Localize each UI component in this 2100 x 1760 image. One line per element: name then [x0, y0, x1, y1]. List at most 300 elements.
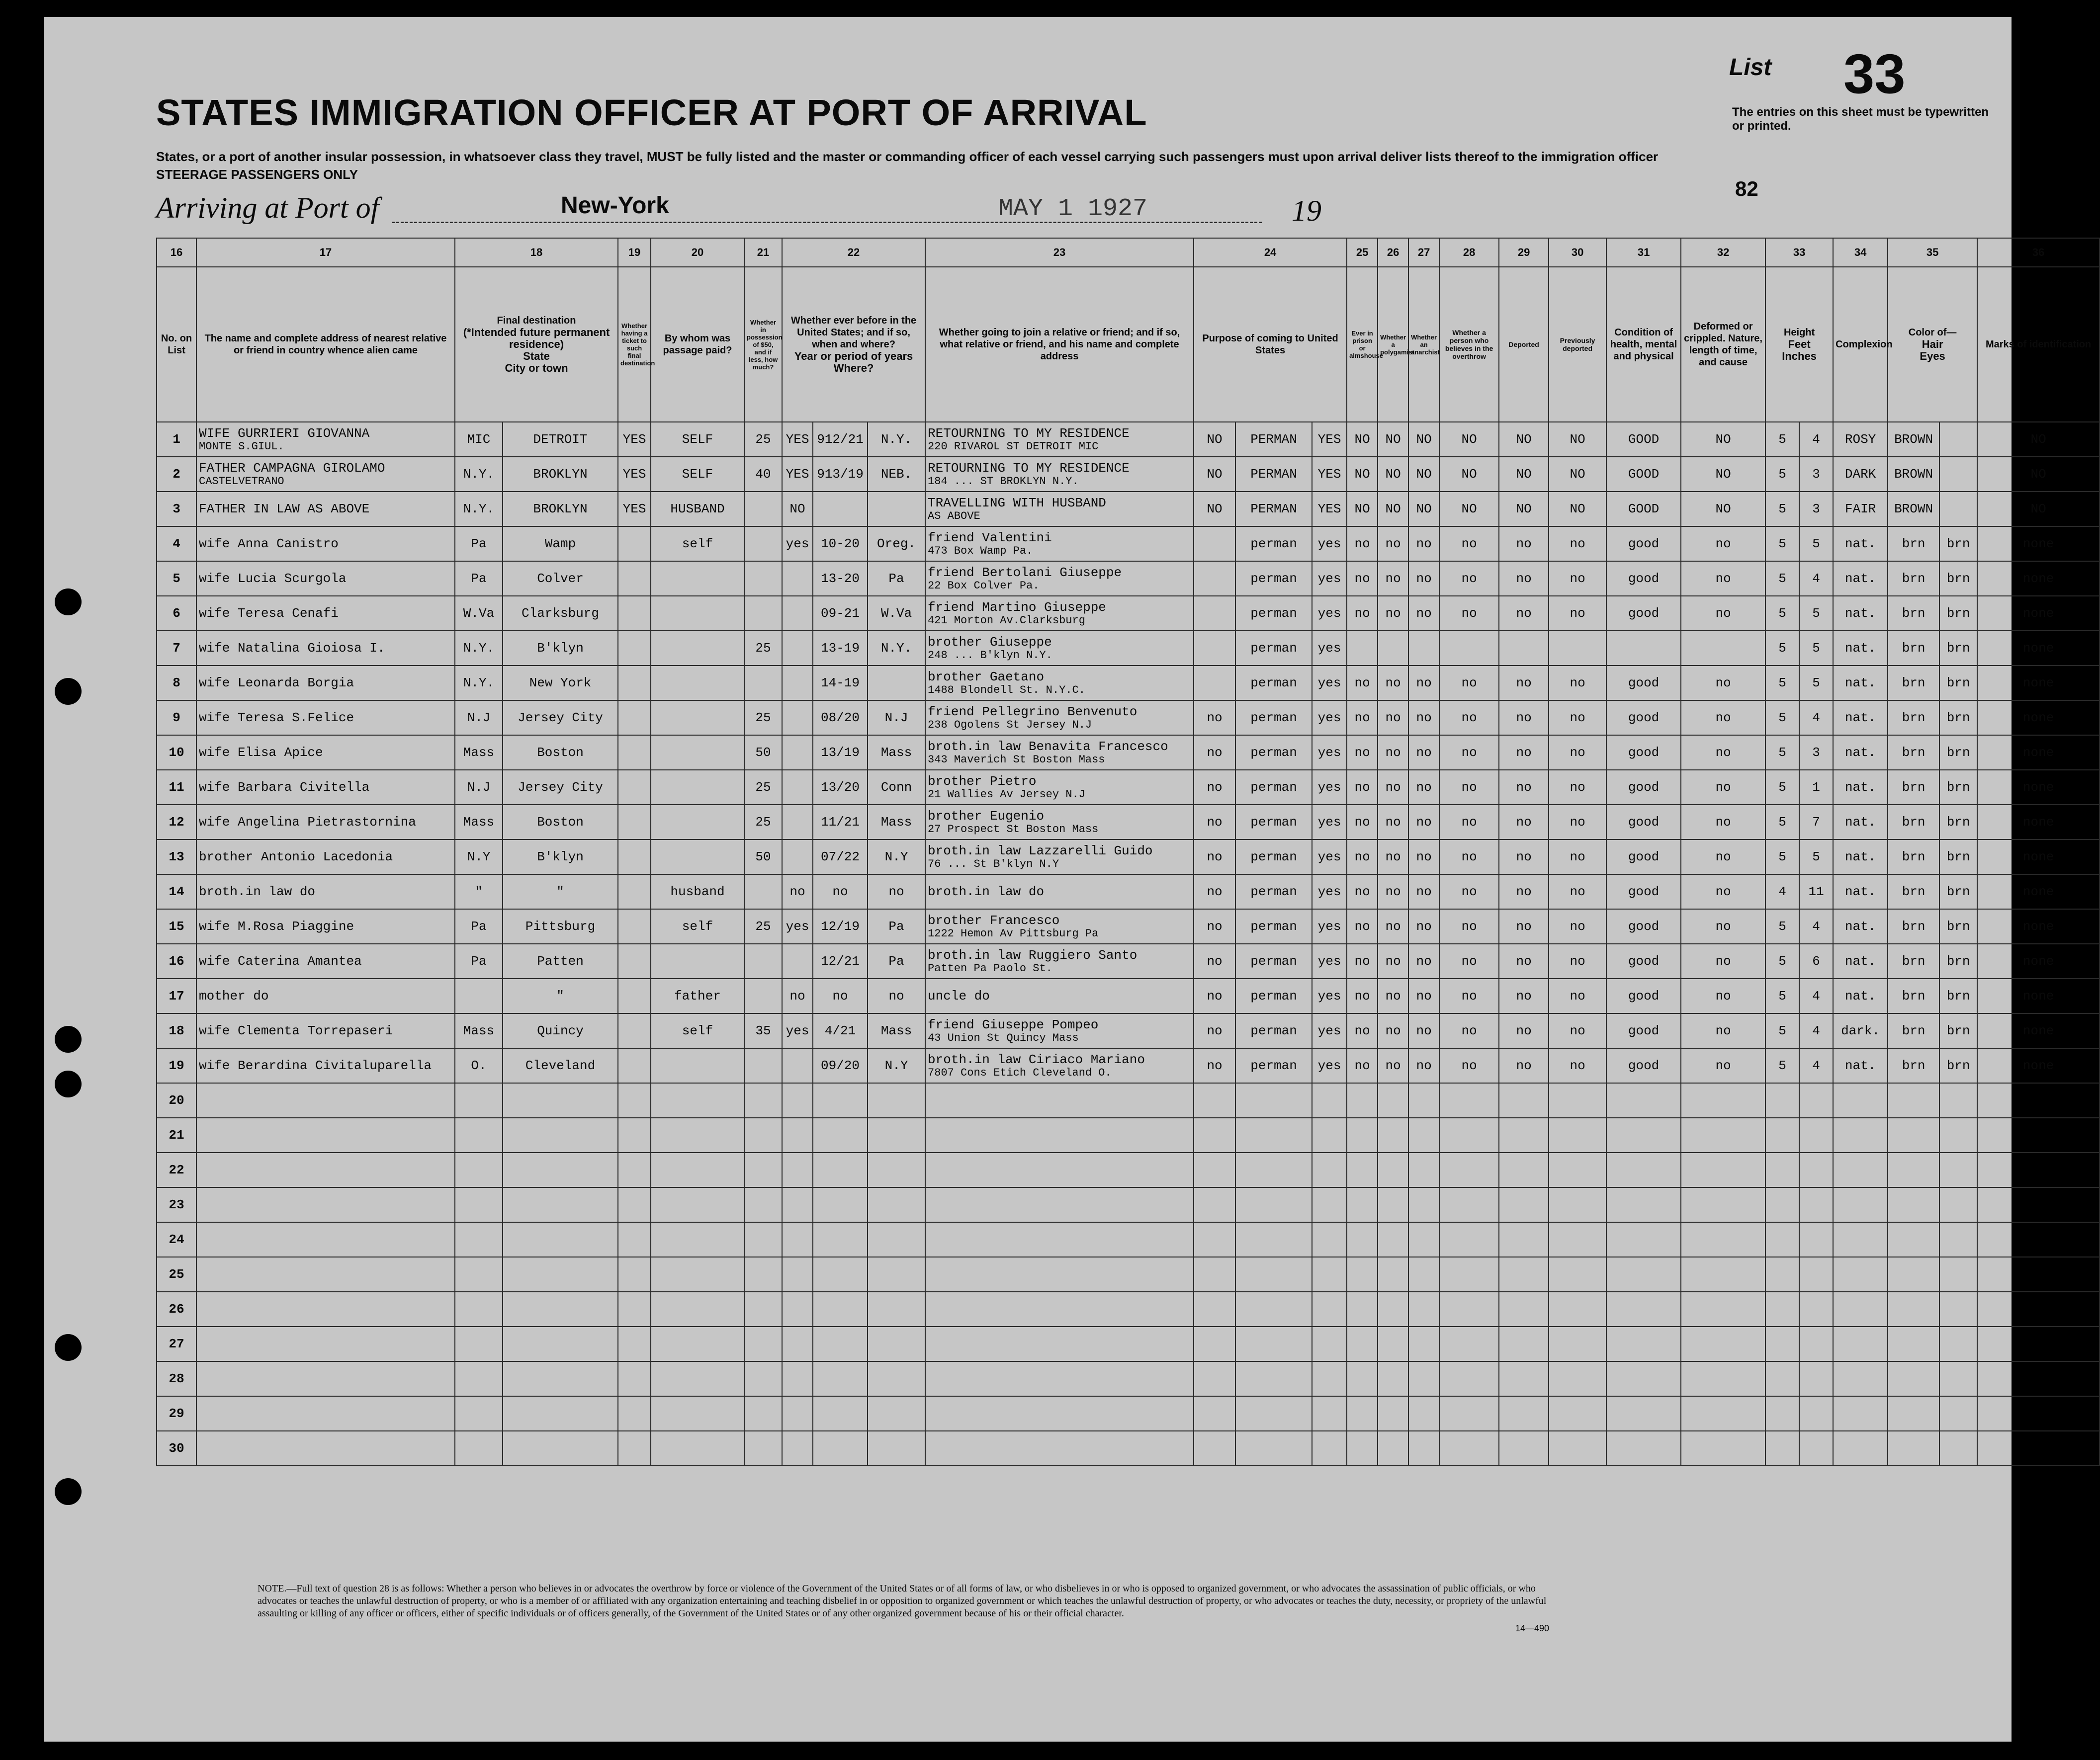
empty-cell — [782, 1222, 813, 1257]
cell-health: good — [1606, 526, 1681, 561]
cell-inches: 4 — [1799, 909, 1833, 944]
empty-cell — [1439, 1257, 1499, 1292]
cell-marks: none — [1977, 561, 2100, 596]
table-row — [157, 979, 2100, 1013]
cell-c30: no — [1549, 526, 1606, 561]
cell-c27: no — [1408, 1013, 1439, 1048]
cell-eyes: brn — [1939, 666, 1977, 700]
empty-cell — [1606, 1153, 1681, 1187]
header-complexion: Complexion — [1833, 267, 1888, 422]
table-row — [157, 526, 2100, 561]
cell-where: Pa — [868, 909, 925, 944]
cell-c28: no — [1439, 700, 1499, 735]
empty-cell — [1977, 1257, 2100, 1292]
empty-cell — [1439, 1187, 1499, 1222]
empty-cell — [1765, 1431, 1799, 1466]
empty-cell — [1765, 1257, 1799, 1292]
empty-cell — [744, 1222, 782, 1257]
cell-relative-line2: MONTE S.GIUL. — [199, 440, 284, 453]
cell-city: Patten — [503, 944, 618, 979]
empty-cell — [868, 1118, 925, 1153]
empty-cell — [1833, 1222, 1888, 1257]
empty-cell — [196, 1396, 455, 1431]
empty-cell — [1549, 1222, 1606, 1257]
cell-c28: no — [1439, 909, 1499, 944]
cell-marks: NO — [1977, 492, 2100, 526]
row-number: 1 — [157, 422, 196, 457]
header-relative: The name and complete address of nearest relative or friend in country whence alien came — [196, 267, 455, 422]
cell-health: good — [1606, 944, 1681, 979]
cell-eyes: brn — [1939, 805, 1977, 839]
cell-inches: 5 — [1799, 666, 1833, 700]
cell-p3: yes — [1312, 735, 1347, 770]
cell-years: 4/21 — [813, 1013, 868, 1048]
row-number: 3 — [157, 492, 196, 526]
cell-hair: brn — [1888, 944, 1939, 979]
col-num: 26 — [1378, 238, 1408, 267]
col-num: 25 — [1347, 238, 1378, 267]
cell-feet: 5 — [1765, 735, 1799, 770]
empty-cell — [1439, 1083, 1499, 1118]
row-number: 16 — [157, 944, 196, 979]
empty-cell — [1888, 1187, 1939, 1222]
cell-c29: no — [1499, 979, 1549, 1013]
empty-cell — [1681, 1187, 1765, 1222]
cell-ticket — [618, 631, 651, 666]
cell-state: MIC — [455, 422, 503, 457]
empty-cell — [1347, 1257, 1378, 1292]
empty-cell — [1312, 1118, 1347, 1153]
header-color: Color of— Hair Eyes — [1888, 267, 1977, 422]
empty-cell — [1799, 1118, 1833, 1153]
cell-eyes: brn — [1939, 631, 1977, 666]
table-row — [157, 944, 2100, 979]
empty-cell — [782, 1083, 813, 1118]
cell-c28: no — [1439, 666, 1499, 700]
cell-paid — [651, 1048, 744, 1083]
cell-ever — [782, 839, 813, 874]
cell-c30: no — [1549, 805, 1606, 839]
empty-cell — [1833, 1153, 1888, 1187]
cell-relative — [196, 944, 455, 979]
empty-cell — [1235, 1222, 1312, 1257]
col-num: 18 — [455, 238, 618, 267]
empty-cell — [503, 1396, 618, 1431]
cell-health: GOOD — [1606, 457, 1681, 492]
cell-complexion: nat. — [1833, 805, 1888, 839]
manifest-sheet — [44, 17, 2092, 1742]
col-num: 23 — [925, 238, 1194, 267]
row-number: 15 — [157, 909, 196, 944]
empty-cell — [1681, 1222, 1765, 1257]
empty-cell — [1939, 1327, 1977, 1361]
cell-paid — [651, 805, 744, 839]
row-number: 18 — [157, 1013, 196, 1048]
cell-marks: none — [1977, 631, 2100, 666]
cell-ticket — [618, 666, 651, 700]
empty-cell — [1833, 1396, 1888, 1431]
cell-state: O. — [455, 1048, 503, 1083]
empty-cell — [782, 1257, 813, 1292]
cell-joining — [925, 596, 1194, 631]
cell-where: N.Y — [868, 1048, 925, 1083]
cell-money: 50 — [744, 735, 782, 770]
empty-cell — [1439, 1396, 1499, 1431]
empty-cell — [813, 1083, 868, 1118]
empty-cell — [455, 1257, 503, 1292]
cell-city: BROKLYN — [503, 457, 618, 492]
row-number: 23 — [157, 1187, 196, 1222]
empty-cell — [618, 1118, 651, 1153]
cell-state: N.J — [455, 700, 503, 735]
cell-complexion: nat. — [1833, 735, 1888, 770]
cell-c25: no — [1347, 526, 1378, 561]
cell-joining-line1: friend Giuseppe Pompeo — [928, 1017, 1099, 1032]
empty-cell — [1235, 1257, 1312, 1292]
cell-city: Jersey City — [503, 770, 618, 805]
table-row — [157, 770, 2100, 805]
cell-p1 — [1194, 666, 1235, 700]
cell-ever: YES — [782, 457, 813, 492]
empty-cell — [1235, 1153, 1312, 1187]
cell-c25: no — [1347, 770, 1378, 805]
cell-c25: no — [1347, 561, 1378, 596]
cell-health: good — [1606, 1013, 1681, 1048]
header-q30: Previously deported — [1549, 267, 1606, 422]
cell-state: N.Y. — [455, 492, 503, 526]
cell-relative-line1: wife Barbara Civitella — [199, 780, 370, 795]
cell-joining-line1: broth.in law Benavita Francesco — [928, 739, 1168, 754]
empty-cell — [1939, 1222, 1977, 1257]
cell-state: N.Y — [455, 839, 503, 874]
empty-cell — [1833, 1361, 1888, 1396]
header-before-in-us: Whether ever before in the United States; and if so, when and where? Year or period of years Where? — [782, 267, 925, 422]
table-row — [157, 457, 2100, 492]
empty-cell — [1499, 1187, 1549, 1222]
cell-relative — [196, 770, 455, 805]
cell-eyes: brn — [1939, 909, 1977, 944]
cell-inches: 4 — [1799, 1013, 1833, 1048]
cell-paid: self — [651, 1013, 744, 1048]
cell-health: GOOD — [1606, 422, 1681, 457]
empty-cell — [1977, 1431, 2100, 1466]
col-num: 21 — [744, 238, 782, 267]
cell-paid — [651, 735, 744, 770]
empty-cell — [813, 1396, 868, 1431]
cell-relative — [196, 805, 455, 839]
cell-years: 13/19 — [813, 735, 868, 770]
cell-c30: no — [1549, 979, 1606, 1013]
empty-cell — [1499, 1153, 1549, 1187]
empty-cell — [1888, 1292, 1939, 1327]
cell-state — [455, 979, 503, 1013]
cell-joining — [925, 457, 1194, 492]
empty-cell — [1765, 1292, 1799, 1327]
table-row — [157, 631, 2100, 666]
empty-cell — [1378, 1222, 1408, 1257]
cell-ever: yes — [782, 1013, 813, 1048]
cell-years: 14-19 — [813, 666, 868, 700]
cell-where: NEB. — [868, 457, 925, 492]
cell-city: DETROIT — [503, 422, 618, 457]
sheet-number: 82 — [1735, 177, 1758, 200]
cell-marks: none — [1977, 700, 2100, 735]
cell-marks: none — [1977, 805, 2100, 839]
row-number: 19 — [157, 1048, 196, 1083]
cell-relative — [196, 422, 455, 457]
cell-joining — [925, 492, 1194, 526]
col-num: 19 — [618, 238, 651, 267]
cell-joining — [925, 631, 1194, 666]
cell-p1: no — [1194, 770, 1235, 805]
cell-hair: brn — [1888, 1013, 1939, 1048]
manifest-rows — [157, 422, 2100, 1466]
empty-cell — [618, 1292, 651, 1327]
header-deformed: Deformed or crippled. Nature, length of time, and cause — [1681, 267, 1765, 422]
cell-p3: yes — [1312, 561, 1347, 596]
empty-cell — [455, 1187, 503, 1222]
cell-inches: 11 — [1799, 874, 1833, 909]
empty-cell — [455, 1431, 503, 1466]
empty-cell — [1408, 1396, 1439, 1431]
cell-city: Cleveland — [503, 1048, 618, 1083]
cell-hair: BROWN — [1888, 422, 1939, 457]
empty-cell — [1235, 1083, 1312, 1118]
empty-cell — [868, 1083, 925, 1118]
col-num: 30 — [1549, 238, 1606, 267]
cell-relative — [196, 561, 455, 596]
empty-cell — [1681, 1118, 1765, 1153]
cell-c28: NO — [1439, 457, 1499, 492]
empty-cell — [1312, 1153, 1347, 1187]
row-number: 13 — [157, 839, 196, 874]
cell-where: Mass — [868, 805, 925, 839]
cell-city: " — [503, 874, 618, 909]
empty-cell — [1549, 1292, 1606, 1327]
cell-ever: YES — [782, 422, 813, 457]
cell-p3: yes — [1312, 944, 1347, 979]
row-number: 9 — [157, 700, 196, 735]
cell-deformed: no — [1681, 874, 1765, 909]
empty-cell — [196, 1431, 455, 1466]
cell-city: Boston — [503, 735, 618, 770]
steerage-label: STEERAGE PASSENGERS ONLY — [156, 167, 358, 182]
empty-cell — [1549, 1327, 1606, 1361]
row-number: 7 — [157, 631, 196, 666]
cell-deformed: no — [1681, 735, 1765, 770]
cell-where: N.Y. — [868, 422, 925, 457]
empty-cell — [1235, 1292, 1312, 1327]
cell-joining-line1: TRAVELLING WITH HUSBAND — [928, 496, 1106, 510]
col-num: 32 — [1681, 238, 1765, 267]
empty-cell — [503, 1361, 618, 1396]
empty-cell — [782, 1361, 813, 1396]
empty-cell — [196, 1361, 455, 1396]
cell-relative — [196, 631, 455, 666]
row-number: 22 — [157, 1153, 196, 1187]
empty-cell — [1765, 1396, 1799, 1431]
cell-joining-line1: broth.in law Ciriaco Mariano — [928, 1052, 1145, 1067]
cell-c25: no — [1347, 979, 1378, 1013]
cell-p3: yes — [1312, 666, 1347, 700]
cell-ever: no — [782, 979, 813, 1013]
empty-cell — [782, 1187, 813, 1222]
cell-c27: no — [1408, 979, 1439, 1013]
cell-money — [744, 492, 782, 526]
empty-cell — [651, 1118, 744, 1153]
empty-cell — [1499, 1292, 1549, 1327]
empty-cell — [1194, 1118, 1235, 1153]
cell-p1: no — [1194, 700, 1235, 735]
col-num: 20 — [651, 238, 744, 267]
punch-hole — [55, 1478, 82, 1505]
empty-cell — [1765, 1118, 1799, 1153]
cell-state: W.Va — [455, 596, 503, 631]
cell-relative — [196, 735, 455, 770]
cell-city: BROKLYN — [503, 492, 618, 526]
cell-c26: no — [1378, 526, 1408, 561]
empty-cell — [1235, 1187, 1312, 1222]
empty-cell — [1347, 1118, 1378, 1153]
cell-city: Pittsburg — [503, 909, 618, 944]
cell-c28: no — [1439, 944, 1499, 979]
empty-cell — [1439, 1431, 1499, 1466]
col-num: 33 — [1765, 238, 1833, 267]
cell-inches: 5 — [1799, 839, 1833, 874]
cell-ever — [782, 596, 813, 631]
empty-cell — [868, 1257, 925, 1292]
row-number: 20 — [157, 1083, 196, 1118]
cell-feet: 5 — [1765, 770, 1799, 805]
cell-relative-line1: wife Lucia Scurgola — [199, 571, 347, 586]
empty-cell — [1681, 1153, 1765, 1187]
cell-joining-line1: uncle do — [928, 989, 990, 1004]
header-q29: Deported — [1499, 267, 1549, 422]
cell-hair: brn — [1888, 874, 1939, 909]
cell-health: good — [1606, 700, 1681, 735]
cell-c30: no — [1549, 944, 1606, 979]
cell-relative-line1: wife Caterina Amantea — [199, 954, 362, 969]
empty-cell — [618, 1153, 651, 1187]
cell-years — [813, 492, 868, 526]
table-row — [157, 561, 2100, 596]
cell-relative — [196, 839, 455, 874]
cell-p3: yes — [1312, 979, 1347, 1013]
cell-relative-line1: wife Berardina Civitaluparella — [199, 1058, 432, 1073]
cell-eyes: brn — [1939, 1048, 1977, 1083]
empty-cell — [1549, 1431, 1606, 1466]
cell-where: N.Y. — [868, 631, 925, 666]
header-polygamist: Whether a polygamist — [1378, 267, 1408, 422]
empty-cell — [1939, 1153, 1977, 1187]
cell-c28: no — [1439, 735, 1499, 770]
cell-p3: yes — [1312, 874, 1347, 909]
cell-paid — [651, 770, 744, 805]
cell-joining-line2: 343 Maverich St Boston Mass — [928, 754, 1105, 766]
cell-c29: no — [1499, 770, 1549, 805]
cell-where — [868, 492, 925, 526]
empty-cell — [925, 1431, 1194, 1466]
cell-relative — [196, 596, 455, 631]
cell-inches: 5 — [1799, 596, 1833, 631]
empty-cell — [1312, 1292, 1347, 1327]
cell-c28: no — [1439, 596, 1499, 631]
cell-joining-line2: Patten Pa Paolo St. — [928, 962, 1052, 975]
empty-cell — [1606, 1431, 1681, 1466]
cell-health: good — [1606, 666, 1681, 700]
cell-marks: none — [1977, 839, 2100, 874]
cell-joining-line2: 1222 Hemon Av Pittsburg Pa — [928, 927, 1099, 940]
cell-c28: no — [1439, 839, 1499, 874]
empty-cell — [1606, 1187, 1681, 1222]
cell-c26: no — [1378, 735, 1408, 770]
cell-c30: no — [1549, 561, 1606, 596]
empty-cell — [1378, 1292, 1408, 1327]
empty-cell — [813, 1118, 868, 1153]
empty-cell — [651, 1361, 744, 1396]
empty-cell — [1888, 1083, 1939, 1118]
cell-p1 — [1194, 526, 1235, 561]
cell-deformed: NO — [1681, 422, 1765, 457]
cell-years: 913/19 — [813, 457, 868, 492]
cell-joining-line1: brother Gaetano — [928, 670, 1045, 684]
cell-complexion: nat. — [1833, 839, 1888, 874]
empty-cell — [1765, 1153, 1799, 1187]
cell-state: Pa — [455, 561, 503, 596]
cell-ever: NO — [782, 492, 813, 526]
cell-p2: perman — [1235, 874, 1312, 909]
cell-inches: 3 — [1799, 492, 1833, 526]
cell-joining-line2: 421 Morton Av.Clarksburg — [928, 614, 1085, 627]
empty-cell — [1681, 1327, 1765, 1361]
cell-p1: no — [1194, 805, 1235, 839]
empty-cell — [1833, 1292, 1888, 1327]
cell-years: 09-21 — [813, 596, 868, 631]
cell-ever — [782, 735, 813, 770]
cell-hair: BROWN — [1888, 492, 1939, 526]
col-num: 16 — [157, 238, 196, 267]
cell-c30: NO — [1549, 492, 1606, 526]
empty-cell — [1439, 1222, 1499, 1257]
cell-joining-line1: friend Valentini — [928, 530, 1052, 545]
empty-cell — [1939, 1083, 1977, 1118]
empty-cell — [1888, 1222, 1939, 1257]
empty-cell — [503, 1257, 618, 1292]
cell-inches: 1 — [1799, 770, 1833, 805]
cell-relative-line1: wife Teresa S.Felice — [199, 710, 354, 725]
empty-cell — [925, 1257, 1194, 1292]
cell-relative — [196, 492, 455, 526]
cell-deformed: no — [1681, 700, 1765, 735]
cell-feet: 5 — [1765, 666, 1799, 700]
cell-p1 — [1194, 631, 1235, 666]
empty-cell — [868, 1292, 925, 1327]
cell-c26: no — [1378, 666, 1408, 700]
cell-where: Mass — [868, 1013, 925, 1048]
empty-cell — [651, 1327, 744, 1361]
cell-years: 08/20 — [813, 700, 868, 735]
cell-state: Pa — [455, 526, 503, 561]
table-row — [157, 874, 2100, 909]
cell-hair: brn — [1888, 979, 1939, 1013]
cell-ever — [782, 770, 813, 805]
row-number: 2 — [157, 457, 196, 492]
row-number: 4 — [157, 526, 196, 561]
empty-cell — [744, 1361, 782, 1396]
cell-health: good — [1606, 770, 1681, 805]
cell-c26 — [1378, 631, 1408, 666]
empty-cell — [1312, 1083, 1347, 1118]
